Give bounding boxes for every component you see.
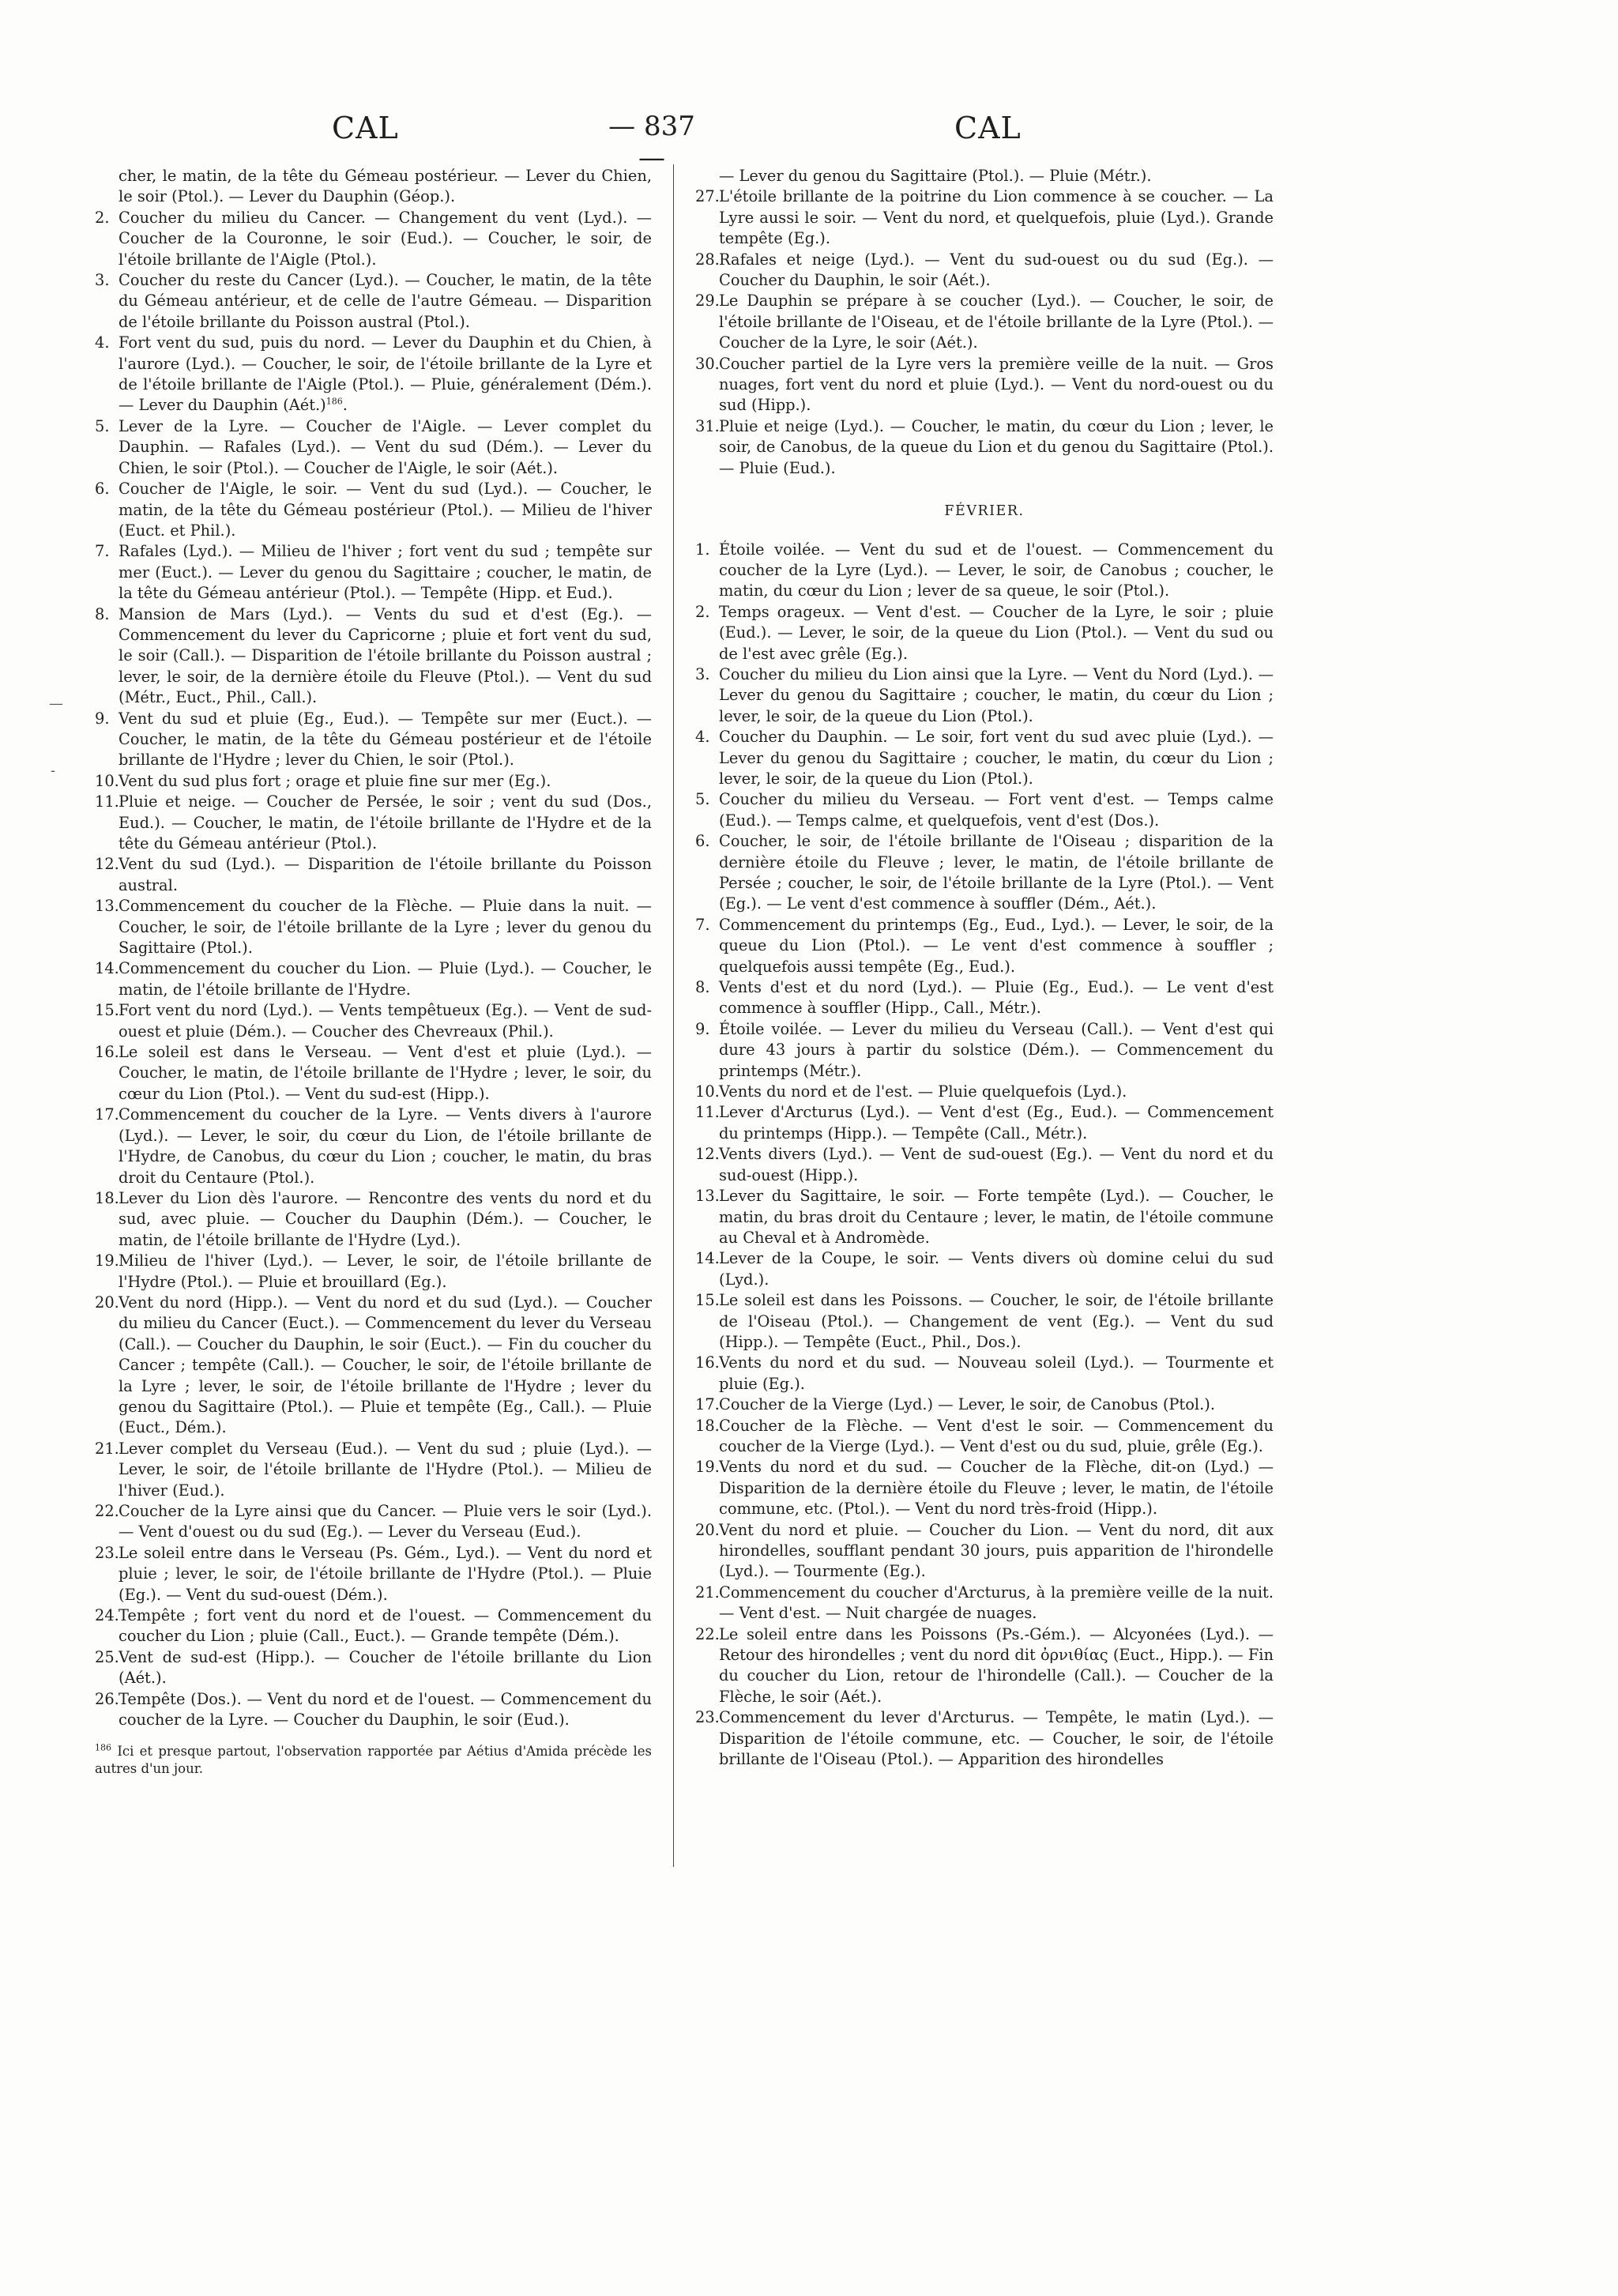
calendar-entry (95, 1689, 652, 1731)
continuation-text: — Lever du genou du Sagittaire (Ptol.). — Pluie (Métr.). (719, 167, 1152, 185)
entry-text: Commencement du coucher de la Lyre. — Vents divers à l'aurore (Lyd.). — Lever, le soir, du cœur du Lion, de l'étoile brillante de l'Hydre, de Canobus, du cœur du Lion ; coucher, le matin, du bras droit du Centaure (Ptol.). (119, 1105, 652, 1187)
entry-text: Le Dauphin se prépare à se coucher (Lyd.). — Coucher, le soir, de l'étoile brillante de l'Oiseau, et de l'étoile brillante de la Lyre (Ptol.). — Coucher de la Lyre, le soir (Aét.). (719, 292, 1274, 352)
entry-number: 20. (695, 1520, 720, 1539)
entry-text: Lever complet du Verseau (Eud.). — Vent du sud ; pluie (Lyd.). — Lever, le soir, de l'étoile brillante de l'Hydre (Ptol.). — Milieu de l'hiver (Eud.). (119, 1439, 652, 1500)
entry-text: Coucher de la Lyre ainsi que du Cancer. — Pluie vers le soir (Lyd.). — Vent d'ouest ou du sud (Eg.). — Lever du Verseau (Eud.). (119, 1502, 652, 1541)
entry-text: Mansion de Mars (Lyd.). — Vents du sud et d'est (Eg.). — Commencement du lever du Capricorne ; pluie et fort vent du sud, le soir (Call.). — Disparition de l'étoile brillante du Poisson austral ; lever, le soir, de la dernière étoile du Fleuve (Ptol.). — Vent du sud (Métr., Euct., Phil., Call.). (119, 604, 652, 707)
entry-text: Lever de la Coupe, le soir. — Vents divers où domine celui du sud (Lyd.). (719, 1249, 1274, 1289)
entry-text: Pluie et neige. — Coucher de Persée, le soir ; vent du sud (Dos., Eud.). — Coucher, le matin, de l'étoile brillante de l'Hydre et de la tête du Gémeau antérieur (Ptol.). (119, 792, 652, 853)
calendar-entry (695, 1707, 1274, 1770)
calendar-entry (95, 1188, 652, 1251)
calendar-entry (95, 1042, 652, 1105)
entry-text: Vent du sud plus fort ; orage et pluie fine sur mer (Eg.). (119, 771, 551, 790)
calendar-entry (695, 1624, 1274, 1708)
entry-text: Commencement du coucher d'Arcturus, à la première veille de la nuit. — Vent d'est. — Nuit chargée de nuages. (719, 1583, 1274, 1623)
calendar-entry (695, 727, 1274, 789)
entry-number: 10. (95, 771, 119, 790)
entry-number: 21. (95, 1439, 119, 1458)
calendar-entry (95, 1543, 652, 1605)
entry-number: 24. (95, 1606, 119, 1625)
calendar-entry (95, 479, 652, 541)
calendar-entry (95, 1605, 652, 1647)
continuation-text: cher, le matin, de la tête du Gémeau postérieur. — Lever du Chien, le soir (Ptol.). — Lever du Dauphin (Géop.). (119, 167, 652, 206)
calendar-entry (695, 664, 1274, 727)
calendar-entry (695, 1248, 1274, 1290)
entry-text: Milieu de l'hiver (Lyd.). — Lever, le soir, de l'étoile brillante de l'Hydre (Ptol.). — Pluie et brouillard (Eg.). (119, 1252, 652, 1291)
entry-list (95, 208, 652, 1731)
entry-text: Le soleil entre dans le Verseau (Ps. Gém., Lyd.). — Vent du nord et pluie ; lever, le soir, de l'étoile brillante de l'Hydre (Ptol.). — Pluie (Eg.). — Vent du sud-ouest (Dém.). (119, 1543, 652, 1604)
entry-number: 14. (695, 1249, 720, 1268)
calendar-entry (95, 896, 652, 958)
calendar-entry (695, 1457, 1274, 1519)
entry-number: 15. (95, 1001, 119, 1020)
entry-number: 27. (695, 187, 720, 206)
entry-number: 12. (95, 855, 119, 874)
entry-text: Rafales et neige (Lyd.). — Vent du sud-ouest ou du sud (Eg.). — Coucher du Dauphin, le soir (Aét.). (719, 250, 1274, 290)
right-column (695, 166, 1274, 1770)
entry-number: 25. (95, 1647, 119, 1666)
entry-number: 10. (695, 1082, 720, 1101)
entry-number: 21. (695, 1583, 720, 1602)
entry-text: Vent du sud (Lyd.). — Disparition de l'étoile brillante du Poisson austral. (119, 855, 652, 894)
calendar-entry (695, 789, 1274, 831)
entry-text: Le soleil entre dans les Poissons (Ps.-Gém.). — Alcyonées (Lyd.). — Retour des hirondelles ; vent du nord dit ὀρνιθίας (Euct., Hipp.). — Fin du coucher du Lion, retour de l'hirondelle (Call.). — Coucher de la Flèche, le soir (Aét.). (719, 1624, 1274, 1706)
calendar-entry (95, 270, 652, 333)
margin-mark: — (49, 695, 63, 712)
calendar-entry (695, 186, 1274, 249)
entry-text: Vent de sud-est (Hipp.). — Coucher de l'étoile brillante du Lion (Aét.). (119, 1647, 652, 1688)
entry-number: 5. (95, 416, 110, 435)
entry-number: 19. (95, 1252, 119, 1270)
footnote (95, 1743, 652, 1778)
calendar-entry (695, 1353, 1274, 1395)
entry-text: Vents divers (Lyd.). — Vent de sud-ouest (Eg.). — Vent du nord et du sud-ouest (Hipp.). (719, 1145, 1274, 1184)
entry-text: Lever d'Arcturus (Lyd.). — Vent d'est (Eg., Eud.). — Commencement du printemps (Hipp.). — Tempête (Call., Métr.). (719, 1103, 1274, 1142)
calendar-entry (95, 541, 652, 604)
entry-text: Coucher de la Vierge (Lyd.) — Lever, le soir, de Canobus (Ptol.). (719, 1395, 1215, 1414)
section-heading: FÉVRIER. (944, 503, 1025, 520)
calendar-entry (95, 1000, 652, 1042)
calendar-entry (695, 602, 1274, 664)
entry-number: 6. (95, 480, 110, 499)
left-column (95, 166, 652, 1791)
calendar-entry (695, 416, 1274, 479)
entry-text: Commencement du coucher du Lion. — Pluie (Lyd.). — Coucher, le matin, de l'étoile brillante de l'Hydre. (119, 959, 652, 999)
calendar-entry (95, 854, 652, 896)
calendar-entry (695, 1144, 1274, 1186)
entry-text: Lever de la Lyre. — Coucher de l'Aigle. — Lever complet du Dauphin. — Rafales (Lyd.). — Vent du sud (Dém.). — Lever du Chien, le soir (Ptol.). — Coucher de l'Aigle, le soir (Aét.). (119, 416, 652, 477)
entry-number: 11. (95, 792, 119, 811)
entry-number: 13. (695, 1187, 720, 1206)
entry-text: Tempête ; fort vent du nord et de l'ouest. — Commencement du coucher du Lion ; pluie (Call., Euct.). — Grande tempête (Dém.). (119, 1606, 652, 1646)
entry-number: 31. (695, 416, 720, 435)
entry-number: 15. (695, 1291, 720, 1310)
calendar-entry (95, 1251, 652, 1293)
entry-number: 13. (95, 897, 119, 916)
entry-text: Coucher du milieu du Verseau. — Fort vent d'est. — Temps calme (Eud.). — Temps calme, et quelquefois, vent d'est (Dos.). (719, 790, 1274, 830)
entry-text: Lever du Sagittaire, le soir. — Forte tempête (Lyd.). — Coucher, le matin, du bras droit du Centaure ; lever, le matin, de l'étoile commune au Cheval et à Andromède. (719, 1187, 1274, 1247)
entry-text-tail: . (342, 396, 348, 415)
entry-text: Coucher, le soir, de l'étoile brillante de l'Oiseau ; disparition de la dernière étoile du Fleuve ; lever, le matin, de l'étoile brillante de Persée ; coucher, le soir, de l'étoile brillante de la Lyre (Ptol.). — Vent (Eg.). — Le vent d'est commence à souffler (Dém., Aét.). (719, 832, 1274, 913)
entry-text: Vent du nord et pluie. — Coucher du Lion. — Vent du nord, dit aux hirondelles, soufflant pendant 30 jours, puis apparition de l'hirondelle (Lyd.). — Tourmente (Eg.). (719, 1520, 1274, 1581)
column-divider (673, 164, 674, 1867)
entry-number: 6. (695, 832, 710, 851)
calendar-entry (695, 1583, 1274, 1624)
entry-text: Vents d'est et du nord (Lyd.). — Pluie (Eg., Eud.). — Le vent d'est commence à souffler (Hipp., Call., Métr.). (719, 978, 1274, 1018)
entry-text: Fort vent du nord (Lyd.). — Vents tempêtueux (Eg.). — Vent de sud-ouest et pluie (Dém.). — Coucher des Chevreaux (Phil.). (119, 1001, 652, 1041)
entry-number: 28. (695, 250, 720, 269)
margin-mark: - (51, 762, 56, 779)
entry-text: Coucher de l'Aigle, le soir. — Vent du sud (Lyd.). — Coucher, le matin, de la tête du Gémeau postérieur (Ptol.). — Milieu de l'hiver (Euct. et Phil.). (119, 480, 652, 540)
entry-number: 8. (95, 604, 110, 623)
entry-number: 3. (695, 664, 710, 683)
entry-text: Coucher de la Flèche. — Vent d'est le soir. — Commencement du coucher de la Vierge (Lyd.). — Vent d'est ou du sud, pluie, grêle (Eg.). (719, 1416, 1274, 1455)
entry-text: Commencement du coucher de la Flèche. — Pluie dans la nuit. — Coucher, le soir, de l'étoile brillante de la Lyre ; lever du genou du Sagittaire (Ptol.). (119, 897, 652, 958)
entry-number: 3. (95, 271, 110, 290)
calendar-entry (95, 1439, 652, 1501)
entry-number: 23. (695, 1708, 720, 1727)
calendar-entry (695, 354, 1274, 416)
entry-number: 2. (95, 208, 110, 227)
calendar-entry (95, 709, 652, 771)
entry-number: 22. (695, 1624, 720, 1643)
entry-number: 7. (95, 542, 110, 561)
entry-text: Lever du Lion dès l'aurore. — Rencontre des vents du nord et du sud, avec pluie. — Coucher du Dauphin (Dém.). — Coucher, le matin, de l'étoile brillante de l'Hydre (Lyd.). (119, 1188, 652, 1249)
entry-number: 4. (695, 728, 710, 747)
entry-text: Étoile voilée. — Vent du sud et de l'ouest. — Commencement du coucher de la Lyre (Lyd.). — Lever, le soir, de Canobus ; coucher, le matin, du cœur du Lion ; lever de sa queue, le soir (Ptol.). (719, 540, 1274, 600)
calendar-entry (95, 604, 652, 709)
entry-text: Tempête (Dos.). — Vent du nord et de l'ouest. — Commencement du coucher de la Lyre. — Coucher du Dauphin, le soir (Eud.). (119, 1689, 652, 1730)
entry-text: L'étoile brillante de la poitrine du Lion commence à se coucher. — La Lyre aussi le soir. — Vent du nord, et quelquefois, pluie (Lyd.). Grande tempête (Eg.). (719, 187, 1274, 248)
entry-number: 22. (95, 1502, 119, 1520)
entry-text: Le soleil est dans les Poissons. — Coucher, le soir, de l'étoile brillante de l'Oiseau (Ptol.). — Changement de vent (Eg.). — Vent du sud (Hipp.). — Tempête (Euct., Phil., Dos.). (719, 1291, 1274, 1351)
calendar-entry (695, 1416, 1274, 1458)
calendar-entry (695, 831, 1274, 915)
calendar-entry (95, 792, 652, 854)
calendar-entry (695, 540, 1274, 602)
entry-number: 14. (95, 959, 119, 978)
calendar-entry (95, 1501, 652, 1543)
entry-number: 29. (695, 292, 720, 311)
entry-text: Le soleil est dans le Verseau. — Vent d'est et pluie (Lyd.). — Coucher, le matin, de l'étoile brillante de l'Hydre ; lever, le soir, du cœur du Lion (Ptol.). — Vent du sud-est (Hipp.). (119, 1043, 652, 1103)
page-number: — 837 — (608, 111, 695, 174)
page-header (0, 111, 1618, 174)
calendar-entry (695, 1102, 1274, 1144)
entry-text: Coucher du Dauphin. — Le soir, fort vent du sud avec pluie (Lyd.). — Lever du genou du Sagittaire ; coucher, le matin, du cœur du Lion ; lever, le soir, de la queue du Lion (Ptol.). (719, 728, 1274, 788)
entry-text: Fort vent du sud, puis du nord. — Lever du Dauphin et du Chien, à l'aurore (Lyd.). — Coucher, le soir, de l'étoile brillante de la Lyre et de l'étoile brillante de l'Aigle (Ptol.). — Pluie, généralement (Dém.). — Lever du Dauphin (Aét.) (119, 333, 652, 415)
entry-text: Rafales (Lyd.). — Milieu de l'hiver ; fort vent du sud ; tempête sur mer (Euct.). — Lever du genou du Sagittaire ; coucher, le matin, de la tête du Gémeau antérieur (Ptol.). — Tempête (Hipp. et Eud.). (119, 542, 652, 603)
calendar-entry (95, 1293, 652, 1439)
footnote-mark: 186 (95, 1742, 111, 1753)
entry-number: 11. (695, 1103, 720, 1122)
entry-number: 17. (695, 1395, 720, 1414)
calendar-entry (95, 1647, 652, 1689)
entry-number: 26. (95, 1689, 119, 1708)
entry-number: 12. (695, 1145, 720, 1164)
entry-text: Vent du nord (Hipp.). — Vent du nord et du sud (Lyd.). — Coucher du milieu du Cancer (Euct.). — Commencement du lever du Verseau (Call.). — Coucher du Dauphin, le soir (Euct.). — Fin du coucher du Cancer ; tempête (Call.). — Coucher, le soir, de l'étoile brillante de la Lyre ; lever, le soir, de l'étoile brillante de l'Hydre ; lever du genou du Sagittaire (Ptol.). — Pluie et tempête (Eg., Call.). — Pluie (Euct., Dém.). (119, 1293, 652, 1437)
entry-text: Commencement du lever d'Arcturus. — Tempête, le matin (Lyd.). — Disparition de l'étoile commune, etc. — Coucher, le soir, de l'étoile brillante de l'Oiseau (Ptol.). — Apparition des hirondelles (719, 1708, 1274, 1769)
entry-text: Étoile voilée. — Lever du milieu du Verseau (Call.). — Vent d'est qui dure 43 jours à partir du solstice (Dém.). — Commencement du printemps (Métr.). (719, 1019, 1274, 1080)
entry-list (695, 186, 1274, 479)
footnote-ref: 186 (325, 397, 343, 407)
calendar-entry (95, 416, 652, 479)
entry-text: Pluie et neige (Lyd.). — Coucher, le matin, du cœur du Lion ; lever, le soir, de Canobus, de la queue du Lion et du genou du Sagittaire (Ptol.). — Pluie (Eud.). (719, 416, 1274, 477)
entry-number: 17. (95, 1105, 119, 1124)
entry-number: 2. (695, 602, 710, 621)
calendar-entry (95, 333, 652, 416)
entry-text: Commencement du printemps (Eg., Eud., Lyd.). — Lever, le soir, de la queue du Lion (Ptol.). — Le vent d'est commence à souffler ; quelquefois aussi tempête (Eg., Eud.). (719, 915, 1274, 976)
entry-number: 16. (95, 1043, 119, 1062)
entry-number: 7. (695, 915, 710, 934)
entry-number: 5. (695, 790, 710, 809)
entry-number: 16. (695, 1353, 720, 1372)
calendar-entry (695, 1520, 1274, 1583)
running-head-right: CAL (954, 111, 1022, 145)
calendar-entry (695, 977, 1274, 1019)
entry-text: Vents du nord et de l'est. — Pluie quelquefois (Lyd.). (719, 1082, 1127, 1101)
entry-text: Coucher du reste du Cancer (Lyd.). — Coucher, le matin, de la tête du Gémeau antérieur, et de celle de l'autre Gémeau. — Disparition de l'étoile brillante du Poisson austral (Ptol.). (119, 271, 652, 331)
entry-number: 18. (695, 1416, 720, 1435)
running-head-left: CAL (332, 111, 399, 145)
entry-text: Coucher partiel de la Lyre vers la première veille de la nuit. — Gros nuages, fort vent du nord et pluie (Lyd.). — Vent du nord-ouest ou du sud (Hipp.). (719, 354, 1274, 415)
entry-number: 20. (95, 1293, 119, 1312)
entry-text: Temps orageux. — Vent d'est. — Coucher de la Lyre, le soir ; pluie (Eud.). — Lever, le soir, de la queue du Lion (Ptol.). — Vent du sud ou de l'est avec grêle (Eg.). (719, 602, 1274, 663)
entry-number: 1. (695, 540, 710, 559)
entry-text: Vent du sud et pluie (Eg., Eud.). — Tempête sur mer (Euct.). — Coucher, le matin, de la tête du Gémeau postérieur et de l'étoile brillante de l'Hydre ; lever du Chien, le soir (Ptol.). (119, 709, 652, 770)
entry-number: 19. (695, 1458, 720, 1477)
entry-number: 4. (95, 333, 110, 352)
calendar-entry (695, 915, 1274, 977)
calendar-entry (695, 1290, 1274, 1353)
calendar-entry (695, 1019, 1274, 1082)
entry-number: 9. (95, 709, 110, 728)
entry-list (695, 540, 1274, 1771)
entry-number: 9. (695, 1019, 710, 1038)
entry-text: Coucher du milieu du Lion ainsi que la Lyre. — Vent du Nord (Lyd.). — Lever du genou du Sagittaire ; coucher, le matin, du cœur du Lion ; lever, le soir, de la queue du Lion (Ptol.). (719, 664, 1274, 725)
entry-text: Vents du nord et du sud. — Nouveau soleil (Lyd.). — Tourmente et pluie (Eg.). (719, 1353, 1274, 1393)
calendar-entry (95, 208, 652, 270)
calendar-entry (695, 250, 1274, 292)
entry-number: 18. (95, 1188, 119, 1207)
calendar-entry (695, 1082, 1274, 1102)
footnote-text: Ici et presque partout, l'observation rapportée par Aétius d'Amida précède les autres d'un jour. (95, 1744, 652, 1777)
entry-number: 23. (95, 1543, 119, 1562)
calendar-entry (695, 291, 1274, 353)
calendar-entry (95, 958, 652, 1000)
calendar-entry (695, 1186, 1274, 1248)
calendar-entry (695, 1395, 1274, 1415)
calendar-entry (95, 771, 652, 792)
entry-text: Vents du nord et du sud. — Coucher de la Flèche, dit-on (Lyd.) — Disparition de la dernière étoile du Fleuve ; lever, le matin, de l'étoile commune, etc. (Ptol.). — Vent du nord très-froid (Hipp.). (719, 1458, 1274, 1519)
entry-text: Coucher du milieu du Cancer. — Changement du vent (Lyd.). — Coucher de la Couronne, le soir (Eud.). — Coucher, le soir, de l'étoile brillante de l'Aigle (Ptol.). (119, 208, 652, 269)
entry-number: 30. (695, 354, 720, 373)
calendar-entry (95, 1105, 652, 1188)
entry-number: 8. (695, 978, 710, 997)
